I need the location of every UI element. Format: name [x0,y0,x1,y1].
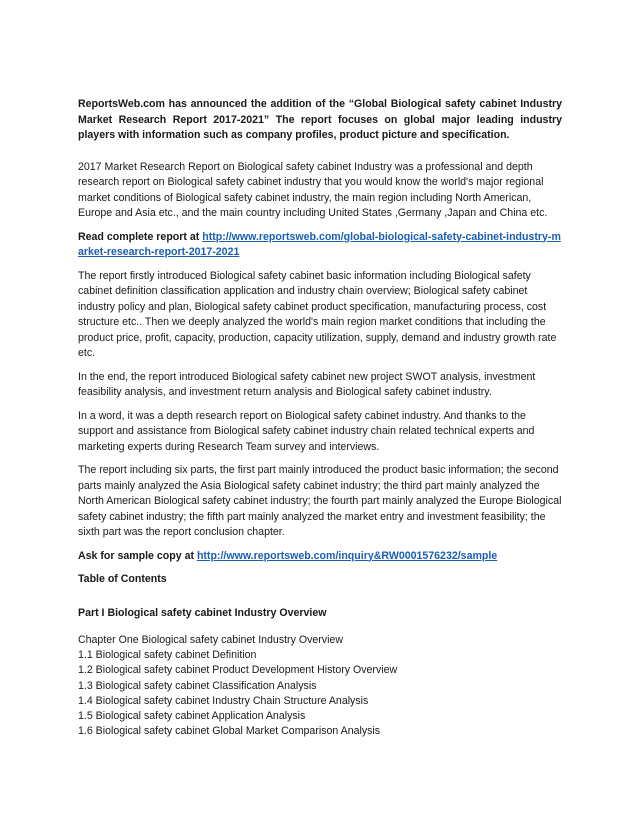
sample-line [78,549,562,565]
paragraph-overview: 2017 Market Research Report on Biological safety cabinet Industry was a professional and depth research report on Biological safety cabinet industry that you would know the world's major regional market conditions of Biological safety cabinet industry, the main region including North American, Europe and Asia etc., and the main country including United States ,Germany ,Japan and China etc. [78,160,548,219]
read-report-link[interactable]: http://www.reportsweb.com/global-biological-safety-cabinet-industry-market-research-report-2017-2021 [78,230,561,258]
toc-part-title: Part I Biological safety cabinet Industry Overview [78,606,327,619]
paragraph-summary: In a word, it was a depth research report on Biological safety cabinet industry. And thanks to the support and assistance from Biological safety cabinet industry chain related technical experts and marketing experts during Research Team survey and interviews. [78,409,535,453]
read-report-line [78,230,562,261]
read-report-label: Read complete report at [78,230,203,243]
intro-paragraph: ReportsWeb.com has announced the addition of the “Global Biological safety cabinet Industry Market Research Report 2017-2021” The report focuses on global major leading industry players with information such as company profiles, product picture and specification. [78,98,562,141]
paragraph-introduction: The report firstly introduced Biological safety cabinet basic information including Biological safety cabinet definition classification application and industry chain overview; Biological safety cabinet industry policy and plan, Biological safety cabinet product specification, manufacturing process, cost structure etc.. Then we deeply analyzed the world's main region market conditions that including the product price, profit, capacity, production, capacity utilization, supply, demand and industry growth rate etc. [78,269,557,359]
sample-link[interactable]: http://www.reportsweb.com/inquiry&RW0001576232/sample [196,549,498,562]
toc-item: Chapter One Biological safety cabinet Industry Overview [78,634,343,646]
toc-item: 1.6 Biological safety cabinet Global Market Comparison Analysis [78,725,381,738]
toc-item: 1.3 Biological safety cabinet Classification Analysis [78,679,317,692]
toc-item: 1.2 Biological safety cabinet Product Development History Overview [78,664,398,677]
toc-item: 1.5 Biological safety cabinet Application Analysis [78,710,306,723]
sample-label: Ask for sample copy at [78,549,197,562]
document-body [78,97,562,739]
paragraph-parts: The report including six parts, the first part mainly introduced the product basic information; the second parts mainly analyzed the Asia Biological safety cabinet industry; the third part mainly analyzed the North American Biological safety cabinet industry; the fourth part mainly analyzed the Europe Biological safety cabinet industry; the fifth part mainly analyzed the market entry and investment feasibility; the sixth part was the report conclusion chapter. [78,464,562,538]
toc-list [78,633,562,739]
toc-item: 1.1 Biological safety cabinet Definition [78,649,257,662]
toc-item: 1.4 Biological safety cabinet Industry Chain Structure Analysis [78,694,369,707]
paragraph-swot: In the end, the report introduced Biological safety cabinet new project SWOT analysis, investment feasibility analysis, and investment return analysis and Biological safety cabinet industry. [78,370,536,398]
toc-title: Table of Contents [78,573,167,585]
